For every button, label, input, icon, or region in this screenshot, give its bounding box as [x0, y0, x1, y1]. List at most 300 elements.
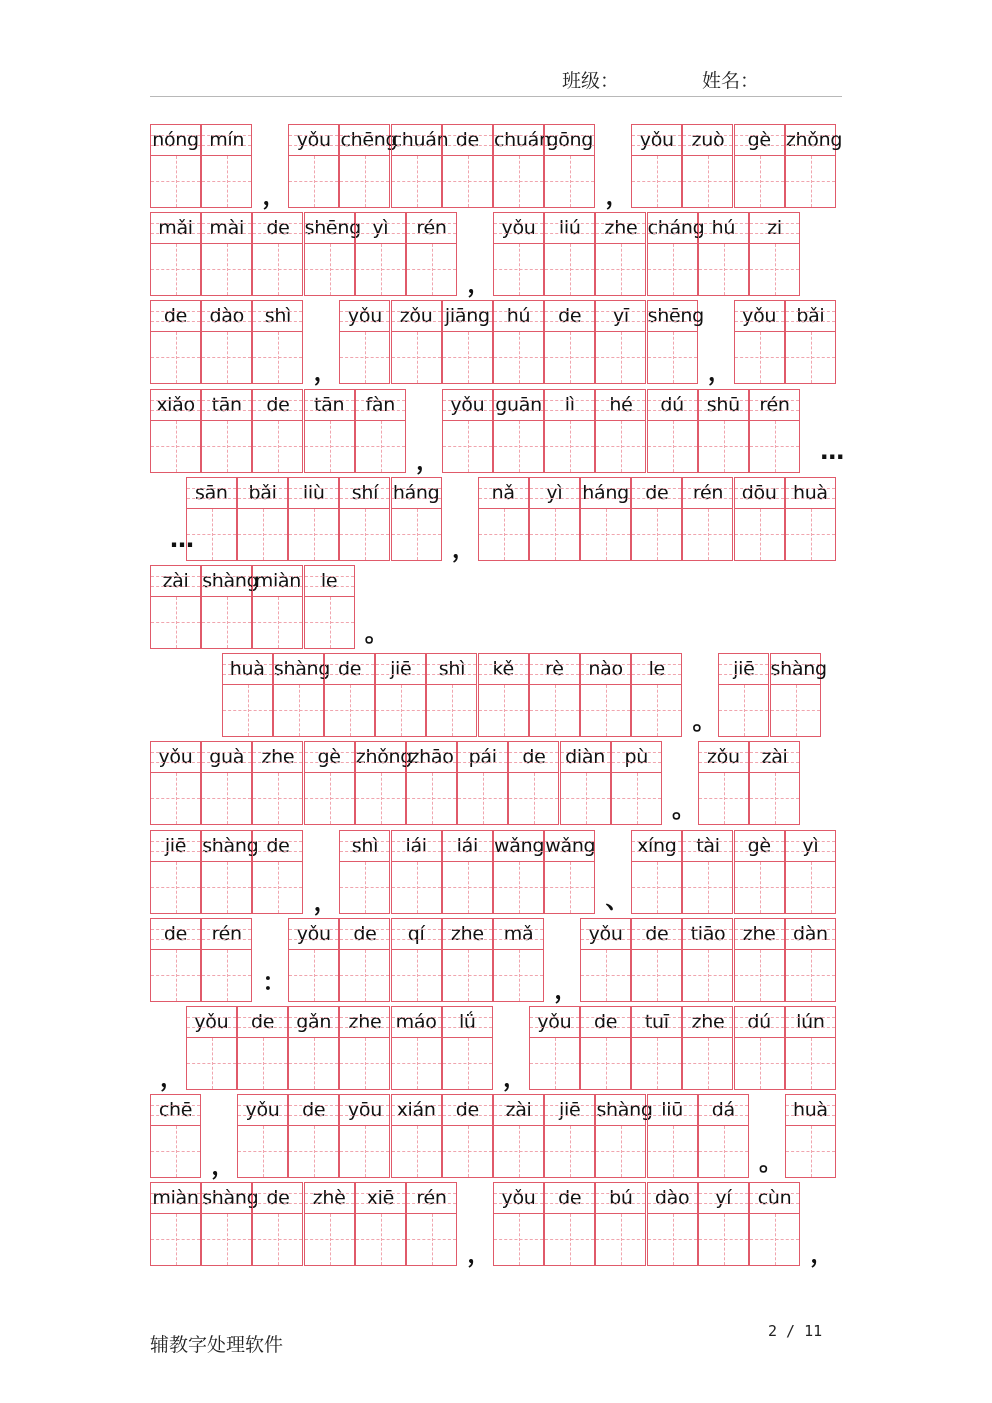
- character-box[interactable]: [202, 862, 251, 913]
- pinyin-text: sān: [187, 478, 236, 509]
- character-box[interactable]: [187, 1038, 236, 1089]
- character-box[interactable]: [735, 950, 784, 1001]
- pinyin-cell: [544, 1182, 595, 1266]
- character-box[interactable]: [735, 509, 784, 560]
- pinyin-cell: [375, 653, 426, 737]
- character-box[interactable]: [289, 156, 338, 207]
- character-box[interactable]: [494, 1214, 543, 1265]
- character-box[interactable]: [151, 156, 200, 207]
- character-box[interactable]: [223, 685, 272, 736]
- character-box[interactable]: [786, 156, 835, 207]
- character-box[interactable]: [340, 950, 389, 1001]
- pinyin-text: shēng: [648, 301, 697, 332]
- character-box[interactable]: [340, 509, 389, 560]
- pinyin-cell: [442, 124, 493, 208]
- pinyin-cell: [560, 741, 611, 825]
- character-box[interactable]: [596, 1126, 645, 1177]
- character-box[interactable]: [443, 421, 492, 472]
- pinyin-text: zi: [750, 213, 799, 244]
- character-box[interactable]: [392, 950, 441, 1001]
- grid-row: [150, 1006, 842, 1090]
- pinyin-text: chēng: [340, 125, 389, 156]
- pinyin-cell: [391, 1006, 442, 1090]
- pinyin-cell: [201, 389, 252, 473]
- grid-row: [150, 653, 842, 737]
- grid-row: [150, 918, 842, 1002]
- character-box[interactable]: [648, 421, 697, 472]
- character-box[interactable]: [202, 156, 251, 207]
- character-box[interactable]: [305, 421, 354, 472]
- pinyin-cell: [493, 918, 544, 1002]
- character-box[interactable]: [648, 244, 697, 295]
- pinyin-text: jiē: [151, 831, 200, 862]
- character-box[interactable]: [289, 509, 338, 560]
- pinyin-cell: [150, 1182, 201, 1266]
- character-box[interactable]: [151, 862, 200, 913]
- pinyin-text: nǎ: [479, 478, 528, 509]
- character-box[interactable]: [750, 244, 799, 295]
- character-box[interactable]: [238, 1126, 287, 1177]
- character-box[interactable]: [253, 773, 302, 824]
- character-box[interactable]: [735, 1038, 784, 1089]
- pinyin-text: de: [238, 1007, 287, 1038]
- character-box[interactable]: [699, 773, 748, 824]
- character-box[interactable]: [305, 244, 354, 295]
- character-box[interactable]: [443, 950, 492, 1001]
- character-box[interactable]: [786, 1038, 835, 1089]
- pinyin-text: de: [545, 1183, 594, 1214]
- pinyin-cell: [544, 212, 595, 296]
- pinyin-cell: [304, 212, 361, 296]
- pinyin-cell: [734, 300, 785, 384]
- character-box[interactable]: [596, 332, 645, 383]
- pinyin-cell: [339, 477, 390, 561]
- pinyin-cell: [150, 300, 201, 384]
- character-box[interactable]: [202, 244, 251, 295]
- pinyin-text: hú: [494, 301, 543, 332]
- pinyin-text: zài: [151, 566, 200, 597]
- character-box[interactable]: [407, 244, 456, 295]
- pinyin-cell: [201, 830, 259, 914]
- character-box[interactable]: [581, 1038, 630, 1089]
- punctuation-mark: ，: [211, 1152, 236, 1181]
- grid-row: [150, 389, 845, 475]
- character-box[interactable]: [786, 862, 835, 913]
- character-box[interactable]: [561, 773, 610, 824]
- pinyin-cell: [734, 477, 785, 561]
- pinyin-text: le: [632, 654, 681, 685]
- character-box[interactable]: [340, 1038, 389, 1089]
- character-box[interactable]: [407, 773, 456, 824]
- character-box[interactable]: [530, 509, 579, 560]
- character-box[interactable]: [494, 950, 543, 1001]
- pinyin-cell: [457, 741, 508, 825]
- character-box[interactable]: [202, 421, 251, 472]
- character-box[interactable]: [683, 1038, 732, 1089]
- pinyin-text: shàng: [274, 654, 323, 685]
- pinyin-text: háng: [392, 478, 441, 509]
- character-box[interactable]: [786, 509, 835, 560]
- character-box[interactable]: [735, 332, 784, 383]
- character-box[interactable]: [443, 1126, 492, 1177]
- character-box[interactable]: [443, 1038, 492, 1089]
- character-box[interactable]: [187, 509, 236, 560]
- character-box[interactable]: [356, 773, 405, 824]
- grid-row: [150, 741, 842, 825]
- pinyin-cell: [595, 212, 646, 296]
- character-box[interactable]: [376, 685, 425, 736]
- pinyin-cell: [785, 918, 836, 1002]
- character-box[interactable]: [340, 1126, 389, 1177]
- character-box[interactable]: [305, 773, 354, 824]
- character-box[interactable]: [392, 1126, 441, 1177]
- pinyin-cell: [580, 653, 631, 737]
- pinyin-text: zhe: [340, 1007, 389, 1038]
- pinyin-cell: [304, 389, 355, 473]
- character-box[interactable]: [151, 950, 200, 1001]
- pinyin-text: le: [305, 566, 354, 597]
- character-box[interactable]: [356, 244, 405, 295]
- pinyin-text: yǒu: [151, 742, 200, 773]
- pinyin-cell: [749, 389, 800, 473]
- pinyin-cell: [734, 918, 785, 1002]
- character-box[interactable]: [545, 156, 594, 207]
- pinyin-text: jiē: [376, 654, 425, 685]
- character-box[interactable]: [750, 1214, 799, 1265]
- character-box[interactable]: [274, 685, 323, 736]
- pinyin-text: zhāo: [407, 742, 456, 773]
- character-box[interactable]: [427, 685, 476, 736]
- pinyin-text: zhǒng: [356, 742, 405, 773]
- pinyin-cell: [339, 1006, 390, 1090]
- punctuation-mark: 。: [364, 619, 389, 647]
- character-box[interactable]: [750, 421, 799, 472]
- pinyin-cell: [595, 1182, 646, 1266]
- pinyin-text: de: [581, 1007, 630, 1038]
- character-box[interactable]: [202, 332, 251, 383]
- pinyin-cell: [442, 1006, 493, 1090]
- character-box[interactable]: [202, 1214, 251, 1265]
- character-box[interactable]: [305, 1214, 354, 1265]
- pinyin-text: yǒu: [187, 1007, 236, 1038]
- character-box[interactable]: [340, 332, 389, 383]
- character-box[interactable]: [494, 244, 543, 295]
- character-box[interactable]: [151, 244, 200, 295]
- pinyin-text: zǒu: [392, 301, 441, 332]
- character-box[interactable]: [735, 156, 784, 207]
- character-box[interactable]: [305, 597, 354, 648]
- character-box[interactable]: [253, 1214, 302, 1265]
- character-box[interactable]: [648, 1214, 697, 1265]
- character-box[interactable]: [407, 1214, 456, 1265]
- punctuation-mark: ，: [554, 975, 579, 1004]
- character-box[interactable]: [238, 1038, 287, 1089]
- character-box[interactable]: [494, 862, 543, 913]
- pinyin-text: wǎng: [494, 831, 543, 862]
- character-box[interactable]: [289, 1038, 338, 1089]
- character-box[interactable]: [151, 332, 200, 383]
- pinyin-cell: [426, 653, 477, 737]
- character-box[interactable]: [253, 421, 302, 472]
- character-box[interactable]: [530, 685, 579, 736]
- character-box[interactable]: [786, 1126, 835, 1177]
- pinyin-text: bǎi: [238, 478, 287, 509]
- pinyin-text: yǒu: [735, 301, 784, 332]
- character-box[interactable]: [632, 950, 681, 1001]
- character-box[interactable]: [151, 597, 200, 648]
- pinyin-text: zuò: [683, 125, 732, 156]
- pinyin-cell: [493, 300, 544, 384]
- character-box[interactable]: [289, 1126, 338, 1177]
- pinyin-cell: [252, 212, 303, 296]
- pinyin-cell: [288, 1006, 339, 1090]
- character-box[interactable]: [392, 332, 441, 383]
- character-box[interactable]: [581, 685, 630, 736]
- character-box[interactable]: [750, 773, 799, 824]
- character-box[interactable]: [596, 1214, 645, 1265]
- pinyin-text: de: [325, 654, 374, 685]
- pinyin-text: zài: [750, 742, 799, 773]
- character-box[interactable]: [683, 862, 732, 913]
- character-box[interactable]: [612, 773, 661, 824]
- pinyin-cell: [529, 477, 580, 561]
- character-box[interactable]: [392, 1038, 441, 1089]
- character-box[interactable]: [786, 950, 835, 1001]
- character-box[interactable]: [771, 685, 820, 736]
- character-box[interactable]: [545, 244, 594, 295]
- pinyin-text: shēng: [305, 213, 354, 244]
- pinyin-cell: [631, 477, 682, 561]
- pinyin-text: yǒu: [530, 1007, 579, 1038]
- character-box[interactable]: [632, 685, 681, 736]
- pinyin-text: mǎ: [494, 919, 543, 950]
- pinyin-text: bú: [596, 1183, 645, 1214]
- character-box[interactable]: [479, 509, 528, 560]
- pinyin-cell: [749, 741, 800, 825]
- pinyin-text: zhe: [443, 919, 492, 950]
- character-box[interactable]: [632, 156, 681, 207]
- character-box[interactable]: [479, 685, 528, 736]
- character-box[interactable]: [494, 156, 543, 207]
- character-box[interactable]: [596, 421, 645, 472]
- character-box[interactable]: [289, 950, 338, 1001]
- pinyin-cell: [391, 124, 449, 208]
- character-box[interactable]: [719, 685, 768, 736]
- character-box[interactable]: [202, 773, 251, 824]
- pinyin-cell: [682, 918, 733, 1002]
- pinyin-cell: [508, 741, 559, 825]
- character-box[interactable]: [443, 332, 492, 383]
- character-box[interactable]: [494, 421, 543, 472]
- pinyin-text: shàng: [202, 831, 251, 862]
- pinyin-text: pù: [612, 742, 661, 773]
- pinyin-text: tiāo: [683, 919, 732, 950]
- pinyin-text: hé: [596, 390, 645, 421]
- character-box[interactable]: [699, 1214, 748, 1265]
- pinyin-cell: [201, 212, 252, 296]
- character-box[interactable]: [683, 950, 732, 1001]
- character-box[interactable]: [202, 597, 251, 648]
- character-box[interactable]: [151, 1214, 200, 1265]
- pinyin-text: dú: [648, 390, 697, 421]
- character-box[interactable]: [325, 685, 374, 736]
- character-box[interactable]: [683, 509, 732, 560]
- pinyin-cell: [304, 741, 355, 825]
- pinyin-cell: [493, 212, 544, 296]
- pinyin-text: de: [253, 1183, 302, 1214]
- character-box[interactable]: [443, 862, 492, 913]
- grid-row: [150, 477, 842, 561]
- pinyin-cell: [442, 830, 493, 914]
- character-box[interactable]: [545, 421, 594, 472]
- pinyin-cell: [595, 1094, 653, 1178]
- pinyin-text: gōng: [545, 125, 594, 156]
- character-box[interactable]: [648, 332, 697, 383]
- pinyin-cell: [580, 1006, 631, 1090]
- character-box[interactable]: [253, 332, 302, 383]
- character-box[interactable]: [494, 1126, 543, 1177]
- grid-row: [150, 124, 842, 208]
- character-box[interactable]: [596, 244, 645, 295]
- pinyin-text: rén: [202, 919, 251, 950]
- character-box[interactable]: [530, 1038, 579, 1089]
- pinyin-cell: [682, 830, 733, 914]
- pinyin-text: yǒu: [340, 301, 389, 332]
- pinyin-text: tài: [683, 831, 732, 862]
- pinyin-cell: [442, 300, 493, 384]
- character-box[interactable]: [340, 862, 389, 913]
- pinyin-cell: [273, 653, 331, 737]
- pinyin-text: shì: [253, 301, 302, 332]
- character-box[interactable]: [202, 950, 251, 1001]
- pinyin-text: yí: [699, 1183, 748, 1214]
- character-box[interactable]: [735, 862, 784, 913]
- pinyin-cell: [324, 653, 375, 737]
- pinyin-text: hú: [699, 213, 748, 244]
- pinyin-cell: [785, 1006, 836, 1090]
- pinyin-text: mǎi: [151, 213, 200, 244]
- pinyin-text: zhè: [305, 1183, 354, 1214]
- pinyin-cell: [529, 1006, 580, 1090]
- character-box[interactable]: [356, 421, 405, 472]
- character-box[interactable]: [786, 332, 835, 383]
- pinyin-cell: [150, 1094, 201, 1178]
- pinyin-cell: [647, 389, 698, 473]
- pinyin-text: yì: [356, 213, 405, 244]
- character-box[interactable]: [545, 1214, 594, 1265]
- pinyin-cell: [391, 1094, 442, 1178]
- punctuation-mark: ，: [810, 1240, 835, 1269]
- punctuation-mark: ，: [262, 182, 287, 210]
- character-box[interactable]: [545, 862, 594, 913]
- pinyin-cell: [478, 477, 529, 561]
- character-box[interactable]: [340, 156, 389, 207]
- pinyin-cell: [785, 300, 836, 384]
- character-box[interactable]: [151, 1126, 200, 1177]
- character-box[interactable]: [699, 244, 748, 295]
- character-box[interactable]: [238, 509, 287, 560]
- pinyin-text: cùn: [750, 1183, 799, 1214]
- character-box[interactable]: [632, 509, 681, 560]
- character-box[interactable]: [699, 421, 748, 472]
- character-box[interactable]: [392, 862, 441, 913]
- pinyin-text: de: [340, 919, 389, 950]
- character-box[interactable]: [458, 773, 507, 824]
- character-box[interactable]: [545, 332, 594, 383]
- pinyin-cell: [252, 741, 303, 825]
- character-box[interactable]: [648, 1126, 697, 1177]
- pinyin-text: shì: [340, 831, 389, 862]
- pinyin-cell: [749, 1182, 800, 1266]
- pinyin-text: miàn: [151, 1183, 200, 1214]
- character-box[interactable]: [253, 862, 302, 913]
- pinyin-text: gǎn: [289, 1007, 338, 1038]
- pinyin-text: nào: [581, 654, 630, 685]
- pinyin-text: shàng: [771, 654, 820, 685]
- character-box[interactable]: [253, 597, 302, 648]
- character-box[interactable]: [392, 509, 441, 560]
- pinyin-cell: [544, 1094, 595, 1178]
- pinyin-text: pái: [458, 742, 507, 773]
- pinyin-text: yǒu: [494, 1183, 543, 1214]
- character-box[interactable]: [581, 509, 630, 560]
- pinyin-cell: [478, 653, 529, 737]
- pinyin-text: fàn: [356, 390, 405, 421]
- pinyin-text: jiāng: [443, 301, 492, 332]
- pinyin-cell: [201, 565, 259, 649]
- pinyin-cell: [288, 918, 339, 1002]
- character-box[interactable]: [494, 332, 543, 383]
- pinyin-cell: [580, 477, 631, 561]
- character-box[interactable]: [392, 156, 441, 207]
- pinyin-cell: [355, 389, 406, 473]
- pinyin-text: de: [253, 831, 302, 862]
- character-box[interactable]: [699, 1126, 748, 1177]
- pinyin-text: zhǒng: [786, 125, 835, 156]
- pinyin-cell: [647, 1094, 698, 1178]
- pinyin-text: háng: [581, 478, 630, 509]
- punctuation-mark: ，: [416, 446, 440, 475]
- character-box[interactable]: [581, 950, 630, 1001]
- character-box[interactable]: [443, 156, 492, 207]
- pinyin-cell: [355, 212, 406, 296]
- punctuation-mark: …: [820, 436, 845, 465]
- pinyin-text: cháng: [648, 213, 697, 244]
- character-box[interactable]: [509, 773, 558, 824]
- character-box[interactable]: [632, 862, 681, 913]
- punctuation-mark: ：: [262, 967, 287, 996]
- character-box[interactable]: [356, 1214, 405, 1265]
- pinyin-text: zài: [494, 1095, 543, 1126]
- pinyin-text: bǎi: [786, 301, 835, 332]
- pinyin-cell: [493, 124, 551, 208]
- character-box[interactable]: [632, 1038, 681, 1089]
- pinyin-cell: [631, 1006, 682, 1090]
- pinyin-text: diàn: [561, 742, 610, 773]
- punctuation-mark: …: [170, 524, 194, 553]
- character-box[interactable]: [683, 156, 732, 207]
- punctuation-mark: 。: [672, 795, 696, 824]
- punctuation-mark: 、: [605, 885, 630, 914]
- pinyin-cell: [288, 1094, 339, 1178]
- character-box[interactable]: [151, 421, 200, 472]
- character-box[interactable]: [253, 244, 302, 295]
- character-box[interactable]: [151, 773, 200, 824]
- pinyin-text: de: [151, 919, 200, 950]
- pinyin-text: huà: [786, 1095, 835, 1126]
- pinyin-cell: [186, 1006, 237, 1090]
- character-box[interactable]: [545, 1126, 594, 1177]
